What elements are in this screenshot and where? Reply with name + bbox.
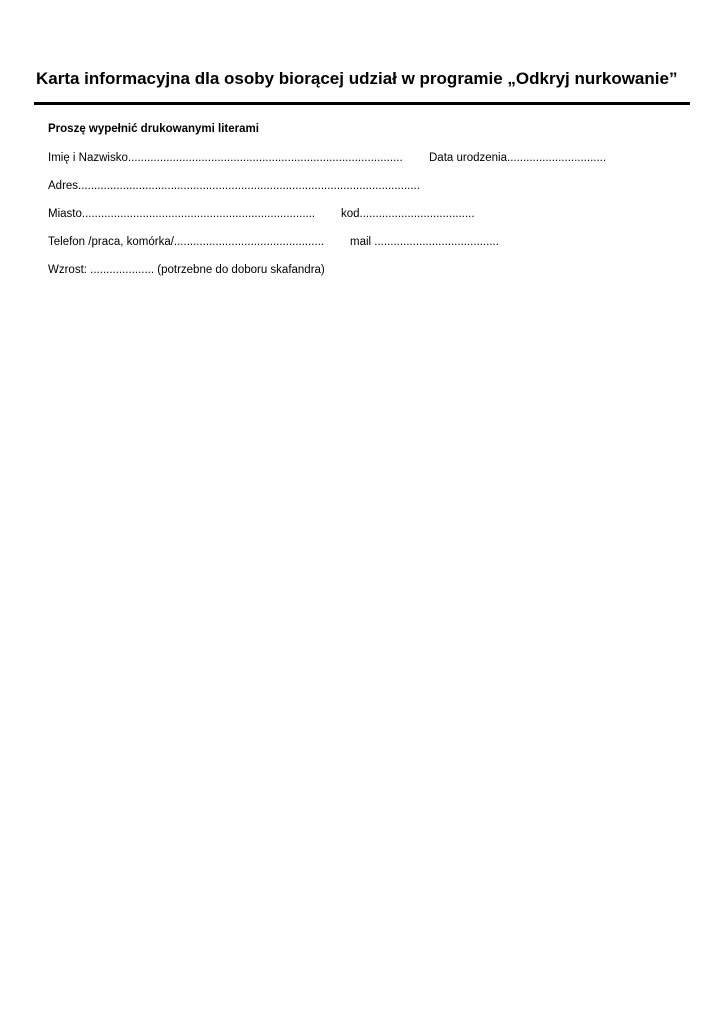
form-instruction: Proszę wypełnić drukowanymi literami bbox=[48, 123, 259, 135]
city-field-label: Miasto......................................................................... bbox=[48, 208, 316, 220]
phone-field-label: Telefon /praca, komórka/............................................... bbox=[48, 236, 325, 248]
birth-date-field-label: Data urodzenia............................... bbox=[429, 152, 607, 164]
postal-code-field-label: kod.................................... bbox=[341, 208, 475, 220]
height-field-label: Wzrost: .................... (potrzebne do doboru skafandra) bbox=[48, 264, 325, 276]
mail-field-label: mail ....................................... bbox=[350, 236, 499, 248]
address-field-label: Adres........................................................................................................... bbox=[48, 180, 420, 192]
page-title: Karta informacyjna dla osoby biorącej udział w programie „Odkryj nurkowanie” bbox=[36, 69, 678, 88]
title-divider bbox=[34, 102, 690, 105]
name-field-label: Imię i Nazwisko...................................................................................... bbox=[48, 152, 403, 164]
